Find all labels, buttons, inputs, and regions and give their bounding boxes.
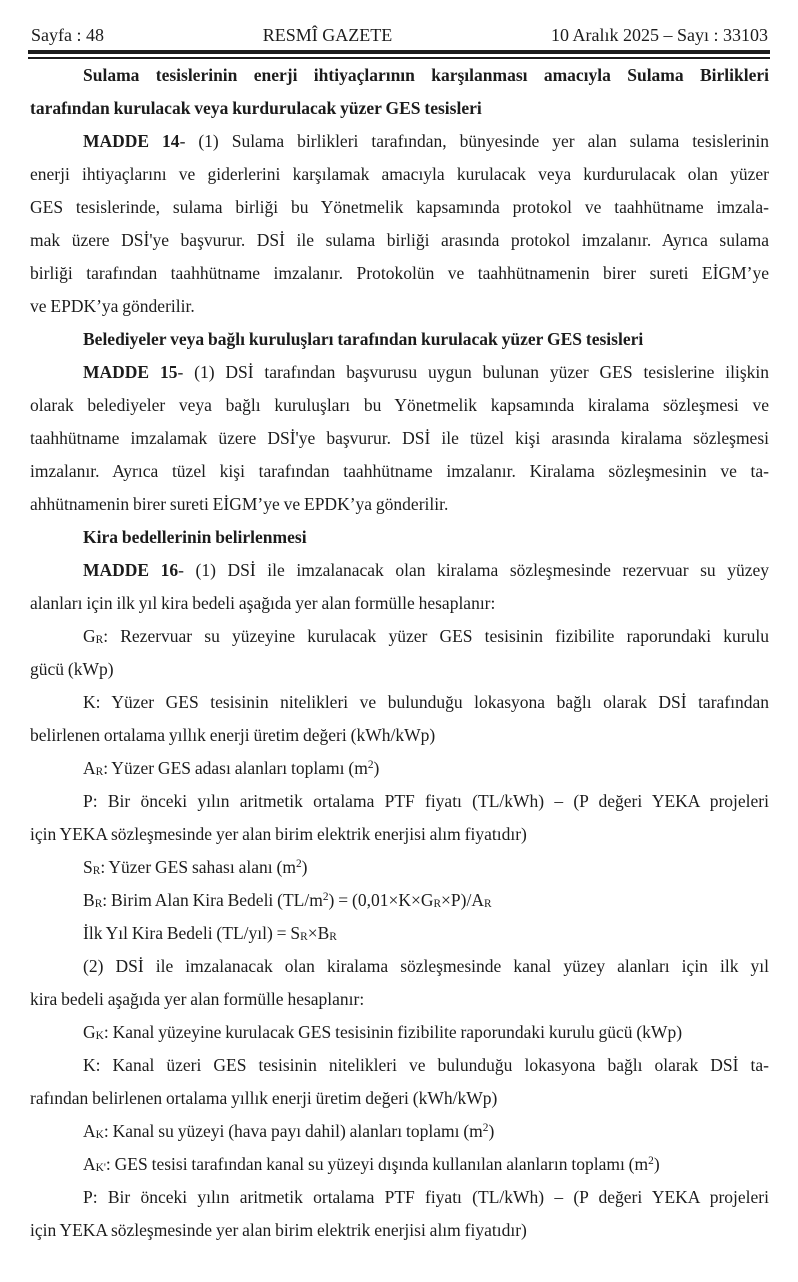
paragraph bbox=[30, 356, 769, 521]
text-line: GES tesislerinde, sulama birliği bu Yönetmelik kapsamında protokol ve taahhütname imzala- bbox=[30, 196, 769, 217]
text-line: $G_K$: Kanal yüzeyine kurulacak GES tesisinin fizibilite raporundaki kurulu gücü (kWp) bbox=[83, 1021, 683, 1042]
text-line: için YEKA sözleşmesinde yer alan birim elektrik enerjisi alım fiyatıdır) bbox=[30, 1219, 527, 1240]
paragraph bbox=[30, 1016, 769, 1049]
text-line: K: Kanal üzeri GES tesisinin nitelikleri ve bulunduğu lokasyona bağlı olarak DSİ ta- bbox=[83, 1054, 769, 1075]
text-line: $G_R$: Rezervuar su yüzeyine kurulacak yüzer GES tesisinin fizibilite raporundaki kurulu bbox=[83, 625, 769, 646]
text-line: (2) DSİ ile imzalanacak olan kiralama sözleşmesinde kanal yüzey alanları için ilk yıl bbox=[83, 955, 769, 976]
text-line: gücü (kWp) bbox=[30, 658, 114, 679]
section-heading bbox=[30, 59, 769, 125]
gazette-title: RESMÎ GAZETE bbox=[262, 25, 393, 45]
text-line: imzalanır. Ayrıca tüzel kişi tarafından taahhütname imzalanır. Kiralama sözleşmesinin ve ta- bbox=[30, 460, 769, 481]
text-line: alanları için ilk yıl kira bedeli aşağıda yer alan formülle hesaplanır: bbox=[30, 592, 496, 613]
heading-line: Belediyeler veya bağlı kuruluşları tarafından kurulacak yüzer GES tesisleri bbox=[83, 328, 644, 349]
text-line: mak üzere DSİ'ye başvurur. DSİ ile sulama birliği arasında protokol imzalanır. Ayrıca sulama bbox=[30, 229, 769, 250]
paragraph bbox=[30, 950, 769, 1016]
paragraph bbox=[30, 884, 769, 917]
paragraph bbox=[30, 1148, 769, 1181]
paragraph bbox=[30, 917, 769, 950]
text-line: ve EPDK’ya gönderilir. bbox=[30, 295, 195, 316]
text-line: $A_K$: Kanal su yüzeyi (hava payı dahil) alanları toplamı $(m^2)$ bbox=[83, 1120, 495, 1141]
text-line: ahhütnamenin birer sureti EİGM’ye ve EPDK’ya gönderilir. bbox=[30, 493, 449, 514]
text-line: İlk Yıl Kira Bedeli (TL/yıl) = $S_R\times B_R$ bbox=[83, 922, 337, 943]
section-heading bbox=[30, 521, 769, 554]
paragraph bbox=[30, 752, 769, 785]
text-line: P: Bir önceki yılın aritmetik ortalama PTF fiyatı (TL/kWh) – (P değeri YEKA projeleri bbox=[83, 790, 769, 811]
text-line: $B_R$: Birim Alan Kira Bedeli $(TL/m^2) = (0,01\times K\times G_R\times P)/A_R$ bbox=[83, 889, 492, 910]
text-line: belirlenen ortalama yıllık enerji üretim değeri (kWh/kWp) bbox=[30, 724, 436, 745]
section-heading bbox=[30, 323, 769, 356]
text-line: olarak belediyeler veya bağlı kuruluşları bu Yönetmelik kapsamında kiralama sözleşmesi ve bbox=[30, 394, 769, 415]
paragraph bbox=[30, 1115, 769, 1148]
issue-date-label: 10 Aralık 2025 – Sayı : 33103 bbox=[550, 25, 768, 45]
text-line: K: Yüzer GES tesisinin nitelikleri ve bulunduğu lokasyona bağlı olarak DSİ tarafından bbox=[83, 691, 769, 712]
header-divider bbox=[28, 50, 770, 59]
paragraph bbox=[30, 785, 769, 851]
heading-line: tarafından kurulacak veya kurdurulacak yüzer GES tesisleri bbox=[30, 97, 482, 118]
text-line: taahhütname imzalamak üzere DSİ'ye başvurur. DSİ ile tüzel kişi arasında kiralama sözleşmesi bbox=[30, 427, 769, 448]
paragraph bbox=[30, 554, 769, 620]
text-line: için YEKA sözleşmesinde yer alan birim elektrik enerjisi alım fiyatıdır) bbox=[30, 823, 527, 844]
text-line: $S_R$: Yüzer GES sahası alanı $(m^2)$ bbox=[83, 856, 308, 877]
paragraph bbox=[30, 620, 769, 686]
page-number-label: Sayfa : 48 bbox=[31, 25, 104, 45]
text-line: enerji ihtiyaçlarını ve giderlerini karşılamak amacıyla kurulacak veya kurdurulacak olan yüzer bbox=[30, 163, 769, 184]
paragraph bbox=[30, 686, 769, 752]
heading-line: Kira bedellerinin belirlenmesi bbox=[83, 526, 307, 547]
text-line: $A_{K'}$: GES tesisi tarafından kanal su yüzeyi dışında kullanılan alanların toplamı $(m^2)$ bbox=[83, 1153, 660, 1174]
text-line: P: Bir önceki yılın aritmetik ortalama PTF fiyatı (TL/kWh) – (P değeri YEKA projeleri bbox=[83, 1186, 769, 1207]
page-header bbox=[31, 24, 768, 46]
text-line: kira bedeli aşağıda yer alan formülle hesaplanır: bbox=[30, 988, 365, 1009]
text-line: rafından belirlenen ortalama yıllık enerji üretim değeri (kWh/kWp) bbox=[30, 1087, 498, 1108]
document-body bbox=[30, 59, 769, 1247]
paragraph bbox=[30, 125, 769, 323]
text-line: birliği tarafından taahhütname imzalanır. Protokolün ve taahhütnamenin birer sureti EİGM’ye bbox=[30, 262, 769, 283]
paragraph bbox=[30, 1049, 769, 1115]
text-line: $A_R$: Yüzer GES adası alanları toplamı $(m^2)$ bbox=[83, 757, 380, 778]
text-line: MADDE 16- (1) DSİ ile imzalanacak olan kiralama sözleşmesinde rezervuar su yüzey bbox=[83, 559, 769, 580]
paragraph bbox=[30, 1181, 769, 1247]
heading-line: Sulama tesislerinin enerji ihtiyaçlarının karşılanması amacıyla Sulama Birlikleri bbox=[83, 64, 769, 85]
paragraph bbox=[30, 851, 769, 884]
text-line: MADDE 14- (1) Sulama birlikleri tarafından, bünyesinde yer alan sulama tesislerinin bbox=[83, 130, 769, 151]
text-line: MADDE 15- (1) DSİ tarafından başvurusu uygun bulunan yüzer GES tesislerine ilişkin bbox=[83, 361, 769, 382]
